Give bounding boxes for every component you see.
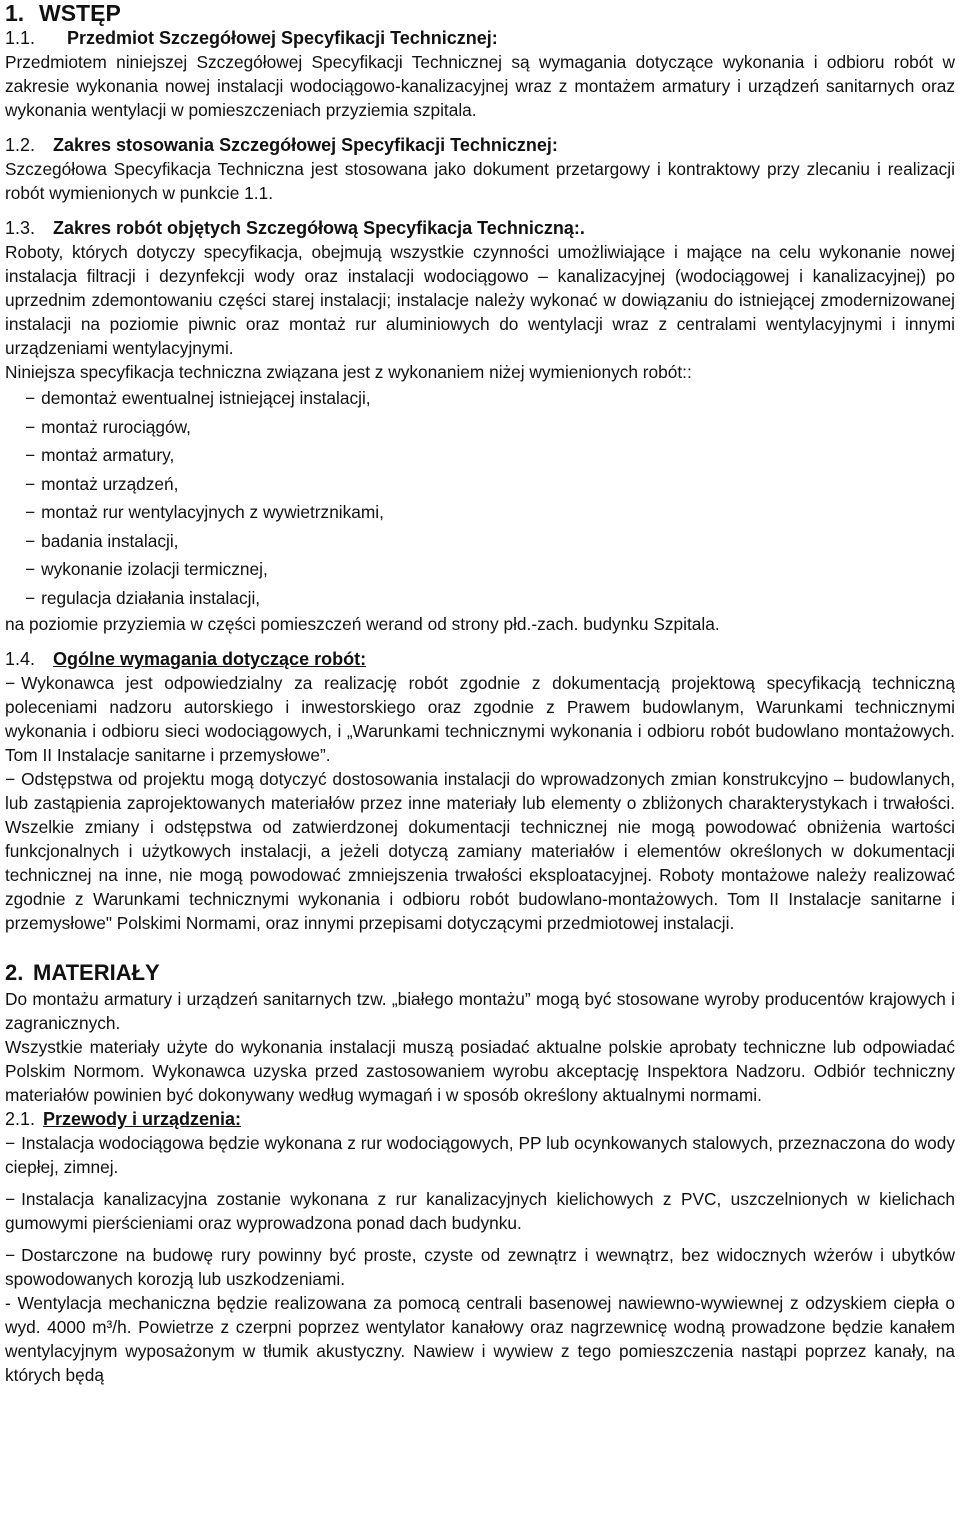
section-2-number: 2.	[5, 960, 24, 985]
section-1-2-number: 1.2.	[5, 135, 36, 155]
section-2-1-heading	[5, 1107, 955, 1131]
section-2-1-number: 2.1.	[5, 1109, 36, 1129]
section-1-title: WSTĘP	[39, 0, 121, 26]
section-1-4-heading	[5, 647, 955, 671]
list-item: − montaż armatury,	[25, 441, 955, 470]
section-1-3-heading	[5, 216, 955, 240]
section-1-2-heading	[5, 133, 955, 157]
list-item: − montaż urządzeń,	[25, 470, 955, 499]
section-1-3-number: 1.3.	[5, 218, 36, 238]
section-1-1-title: Przedmiot Szczegółowej Specyfikacji Technicznej:	[67, 28, 498, 48]
section-1-2-title: Zakres stosowania Szczegółowej Specyfikacji Technicznej:	[53, 135, 558, 155]
section-1-4-number: 1.4.	[5, 649, 36, 669]
section-2-heading	[5, 959, 955, 987]
section-2-1-para-4: - Wentylacja mechaniczna będzie realizowana za pomocą centrali basenowej nawiewno-wywiewnej z odzyskiem ciepła o wyd. 4000 m³/h. Powietrze z czerpni poprzez wentylator kanałowy oraz nagrzewnicę wodną prowadzone będzie kanałem wentylacyjnym wyposażonym w tłumik akustyczny. Nawiew i wywiew z tego pomieszczenia nastąpi poprzez kanały, na których będą	[5, 1291, 955, 1387]
list-item: − montaż rurociągów,	[25, 413, 955, 442]
list-item: − wykonanie izolacji termicznej,	[25, 555, 955, 584]
section-2-text-2: Wszystkie materiały użyte do wykonania instalacji muszą posiadać aktualne polskie aprobaty techniczne lub odpowiadać Polskim Normom. Wykonawca uzyska przed zastosowaniem wyrobu akceptację Inspektora Nadzoru. Odbiór techniczny materiałów powinien być dokonywany według wymagań i w sposób określony aktualnymi normami.	[5, 1037, 955, 1105]
works-list	[5, 384, 955, 612]
section-1-number: 1.	[5, 0, 25, 26]
section-1-4-para-1: − Wykonawca jest odpowiedzialny za realizację robót zgodnie z dokumentacją projektową specyfikacją techniczną poleceniami nadzoru autorskiego i inwestorskiego oraz zgodnie z Prawem budowlanym, Warunkami technicznymi wykonania i odbioru sieci wodociągowych, i „Warunkami technicznymi wykonania i odbioru robót budowlano montażowych. Tom II Instalacje sanitarne i przemysłowe”.	[5, 671, 955, 767]
section-2-text-1: Do montażu armatury i urządzeń sanitarnych tzw. „białego montażu” mogą być stosowane wyroby producentów krajowych i zagranicznych.	[5, 989, 955, 1033]
section-2-1-title: Przewody i urządzenia:	[43, 1109, 242, 1129]
section-1-2-text: Szczegółowa Specyfikacja Techniczna jest stosowana jako dokument przetargowy i kontraktowy przy zlecaniu i realizacji robót wymienionych w punkcie 1.1.	[5, 159, 955, 203]
section-1-3-text-2: Niniejsza specyfikacja techniczna związana jest z wykonaniem niżej wymienionych robót::	[5, 362, 692, 382]
section-2-1-para-1: − Instalacja wodociągowa będzie wykonana z rur wodociągowych, PP lub ocynkowanych stalowych, przeznaczona do wody ciepłej, zimnej.	[5, 1131, 955, 1179]
section-1-1-number: 1.1.	[5, 28, 36, 48]
section-2-title: MATERIAŁY	[33, 960, 160, 985]
section-2-1-para-2: − Instalacja kanalizacyjna zostanie wykonana z rur kanalizacyjnych kielichowych z PVC, uszczelnionych w kielichach gumowymi pierścieniami oraz wyprowadzona ponad dach budynku.	[5, 1187, 955, 1235]
list-item: − demontaż ewentualnej istniejącej instalacji,	[25, 384, 955, 413]
list-item: − regulacja działania instalacji,	[25, 584, 955, 613]
section-1-4-para-2: − Odstępstwa od projektu mogą dotyczyć dostosowania instalacji do wprowadzonych zmian konstrukcyjno – budowlanych, lub zastąpienia zaprojektowanych materiałów przez inne materiały lub elementy o zbliżonych charakterystykach i trwałości. Wszelkie zmiany i odstępstwa od zatwierdzonej dokumentacji technicznej nie mogą powodować obniżenia wartości funkcjonalnych i użytkowych instalacji, a jeżeli dotyczą zamiany materiałów i elementów określonych w dokumentacji technicznej na inne, nie mogą powodować zmniejszenia trwałości eksploatacyjnej. Roboty montażowe należy realizować zgodnie z Warunkami technicznymi wykonania i odbioru robót budowlano-montażowych. Tom II Instalacje sanitarne i przemysłowe" Polskimi Normami, oraz innymi przepisami dotyczącymi przedmiotowej instalacji.	[5, 767, 955, 935]
section-1-4-title: Ogólne wymagania dotyczące robót:	[53, 649, 367, 669]
list-item: − montaż rur wentylacyjnych z wywietrznikami,	[25, 498, 955, 527]
section-1-heading	[5, 0, 955, 26]
section-1-3-title: Zakres robót objętych Szczegółową Specyfikacja Techniczną:.	[53, 218, 585, 238]
section-1-1-heading	[5, 26, 955, 50]
section-1-3-text-1: Roboty, których dotyczy specyfikacja, obejmują wszystkie czynności umożliwiające i mające na celu wykonanie nowej instalacja filtracji i dezynfekcji wody oraz instalacji wodociągowo – kanalizacyjnej (wodociągowej i kanalizacyjnej) po uprzednim zdemontowaniu części starej instalacji; instalacje należy wykonać w dowiązaniu do istniejącej zmodernizowanej instalacji na poziomie piwnic oraz montaż rur aluminiowych do wentylacji wraz z centralami wentylacyjnymi i innymi urządzeniami wentylacyjnymi.	[5, 242, 955, 358]
section-1-3-text-3: na poziomie przyziemia w części pomieszczeń werand od strony płd.-zach. budynku Szpitala.	[5, 614, 720, 634]
list-item: − badania instalacji,	[25, 527, 955, 556]
section-2-1-para-3: − Dostarczone na budowę rury powinny być proste, czyste od zewnątrz i wewnątrz, bez widocznych wżerów i ubytków spowodowanych korozją lub uszkodzeniami.	[5, 1243, 955, 1291]
section-1-1-text: Przedmiotem niniejszej Szczegółowej Specyfikacji Technicznej są wymagania dotyczące wykonania i odbioru robót w zakresie wykonania nowej instalacji wodociągowo-kanalizacyjnej wraz z montażem armatury i urządzeń sanitarnych oraz wykonania wentylacji w pomieszczeniach przyziemia szpitala.	[5, 52, 955, 120]
